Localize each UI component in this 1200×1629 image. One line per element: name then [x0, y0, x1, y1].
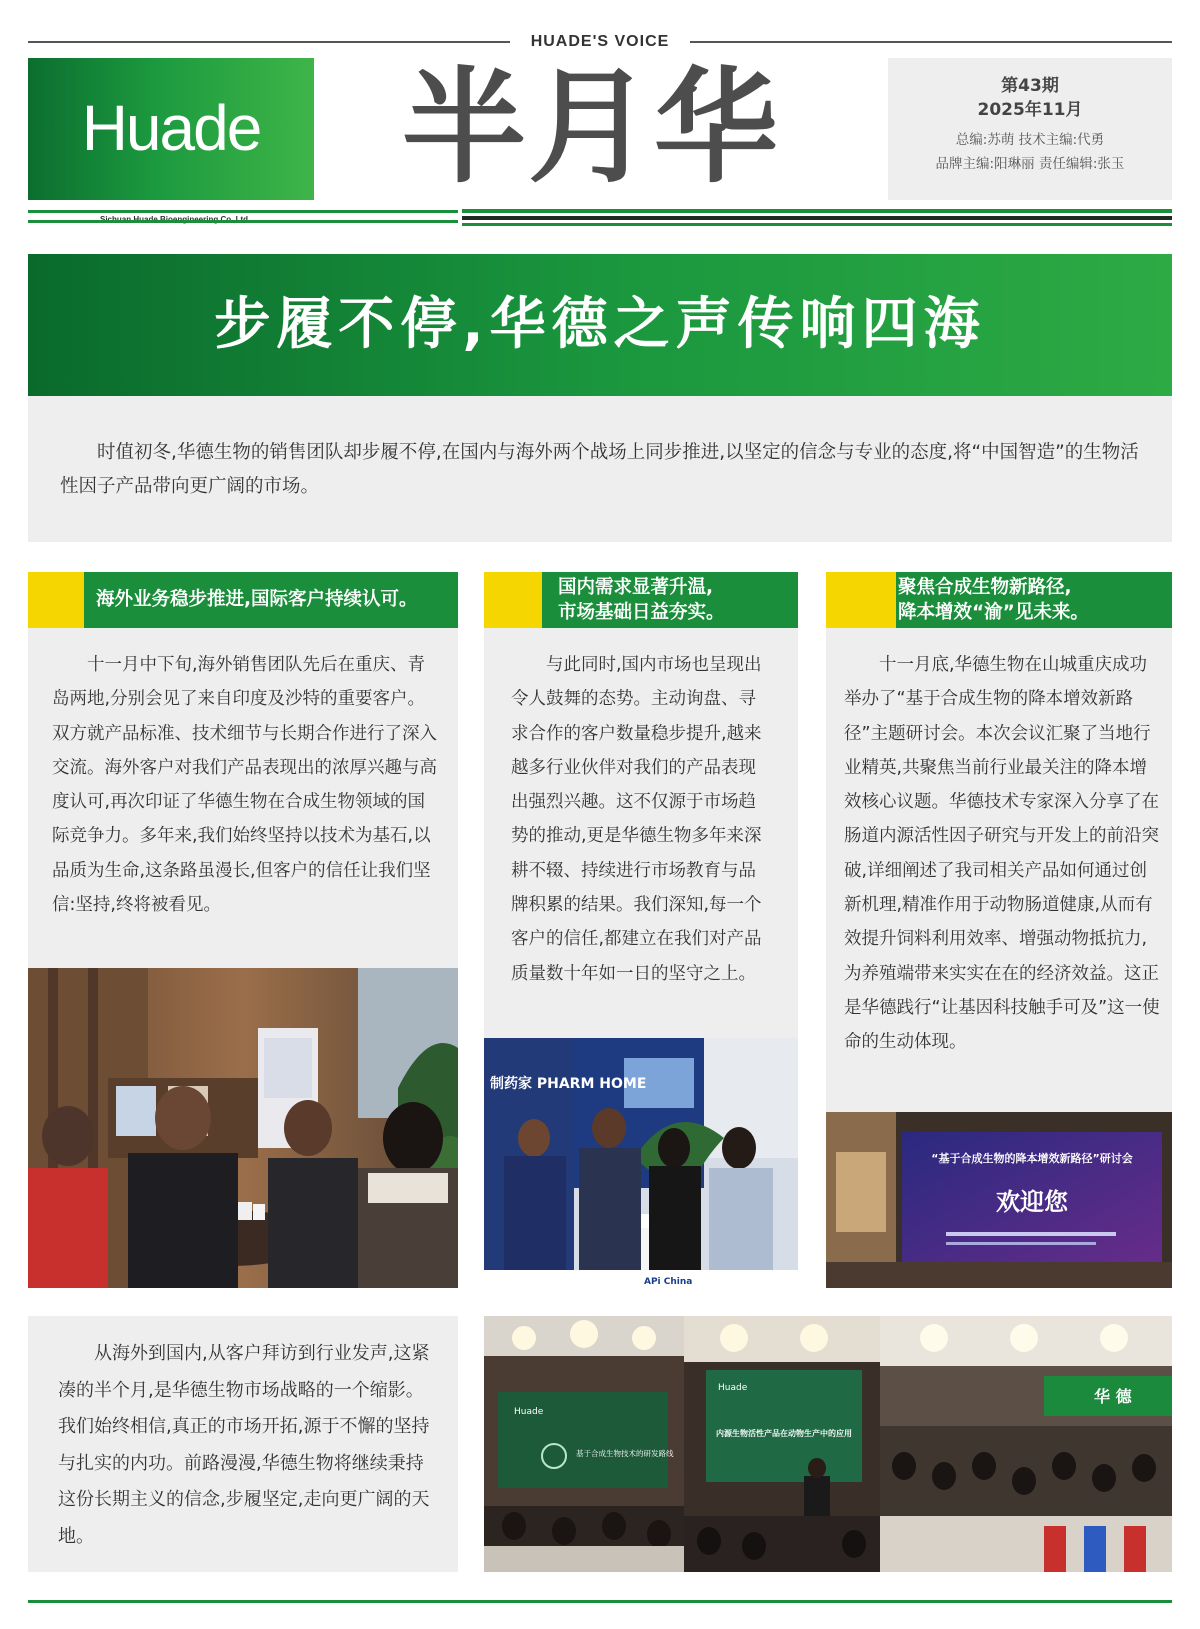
slide-title-b: 内源生物活性产品在动物生产中的应用	[716, 1429, 852, 1438]
rule	[28, 210, 458, 213]
column-body-domestic	[484, 628, 798, 1038]
heading-text-line2: 降本增效“渝”见未来。	[898, 602, 1089, 623]
booth-footer: APi China	[644, 1277, 693, 1287]
issue-info	[888, 58, 1172, 200]
heading-accent	[484, 572, 542, 628]
rule	[462, 209, 1172, 213]
headline: 步履不停,华德之声传响四海	[214, 292, 986, 357]
closing-panel	[28, 1316, 458, 1572]
section-heading-domestic	[484, 572, 798, 628]
booth-brand: 制药家 PHARM HOME	[490, 1076, 647, 1092]
bottom-rule	[28, 1600, 1172, 1603]
column-text: 十一月底,华德生物在山城重庆成功举办了“基于合成生物的降本增效新路径”主题研讨会。本次会议汇聚了当地行业精英,共聚焦当前行业最关注的降本增效核心议题。华德技术专家深入分享了在肠道内源活性因子研究与开发上的前沿突破,详细阐述了我司相关产品如何通过创新机理,精准作用于动物肠道健康,从而有效提升饲料利用效率、增强动物抵抗力,为养殖端带来实实在在的经济效益。这正是华德践行“让基因科技触手可及”这一使命的生动体现。	[844, 655, 1160, 1053]
photo-expo-booth	[484, 1038, 798, 1288]
heading-text-line1: 国内需求显著升温,	[558, 577, 714, 598]
heading-text: 海外业务稳步推进,国际客户持续认可。	[96, 589, 418, 610]
slide-logo-a: Huade	[514, 1407, 544, 1417]
column-text: 与此同时,国内市场也呈现出令人鼓舞的态势。主动询盘、寻求合作的客户数量稳步提升,越来越多行业伙伴对我们的产品表现出强烈兴趣。这不仅源于市场趋势的推动,更是华德生物多年来深耕不辍、持续进行市场教育与品牌积累的结果。我们深知,每一个客户的信任,都建立在我们对产品质量数十年如一日的坚守之上。	[511, 655, 762, 984]
slide-title-a: 基于合成生物技术的研发路线	[576, 1449, 674, 1458]
rule	[28, 220, 458, 223]
board-welcome: 欢迎您	[996, 1188, 1068, 1216]
heading-accent	[28, 572, 84, 628]
column-body-seminar	[826, 628, 1172, 1112]
closing-text: 从海外到国内,从客户拜访到行业发声,这紧凑的半个月,是华德生物市场战略的一个缩影。我们始终相信,真正的市场开拓,源于不懈的坚持与扎实的内功。前路漫漫,华德生物将继续秉持这份长期主义的信念,步履坚定,走向更广阔的天地。	[58, 1343, 430, 1547]
intro-panel	[28, 396, 1172, 542]
photo-seminar-collage	[484, 1316, 1172, 1572]
issue-date: 2025年11月	[977, 100, 1083, 120]
section-heading-overseas	[28, 572, 458, 628]
board-title: “基于合成生物的降本增效新路径”研讨会	[931, 1152, 1133, 1165]
column-text: 十一月中下旬,海外销售团队先后在重庆、青岛两地,分别会见了来自印度及沙特的重要客户。双方就产品标准、技术细节与长期合作进行了深入交流。海外客户对我们产品表现出的浓厚兴趣与高度认可,再次印证了华德生物在合成生物领域的国际竞争力。多年来,我们始终坚持以技术为基石,以品质为生命,这条路虽漫长,但客户的信任让我们坚信:坚持,终将被看见。	[52, 655, 437, 916]
headline-banner	[28, 254, 1172, 396]
column-body-overseas	[28, 628, 458, 968]
slide-logo-b: Huade	[718, 1383, 748, 1393]
photo-welcome-board	[826, 1112, 1172, 1288]
photo-client-meeting	[28, 968, 458, 1288]
heading-text-line1: 聚焦合成生物新路径,	[898, 577, 1072, 598]
masthead-title: 半月华	[402, 56, 781, 200]
staff-line-1: 总编:苏萌 技术主编:代勇	[955, 132, 1105, 148]
issue-number: 第43期	[1001, 76, 1059, 96]
voice-label: HUADE'S VOICE	[530, 33, 670, 50]
intro-text: 时值初冬,华德生物的销售团队却步履不停,在国内与海外两个战场上同步推进,以坚定的信念与专业的态度,将“中国智造”的生物活性因子产品带向更广阔的市场。	[60, 442, 1139, 497]
staff-line-2: 品牌主编:阳琳丽 责任编辑:张玉	[935, 156, 1125, 172]
heading-accent	[826, 572, 896, 628]
section-heading-seminar	[826, 572, 1172, 628]
logo-block	[28, 58, 314, 200]
logo: Huade	[81, 92, 261, 164]
heading-text-line2: 市场基础日益夯实。	[558, 602, 725, 623]
rule	[462, 223, 1172, 226]
venue-banner: 华 德	[1094, 1387, 1132, 1406]
rule	[462, 216, 1172, 220]
